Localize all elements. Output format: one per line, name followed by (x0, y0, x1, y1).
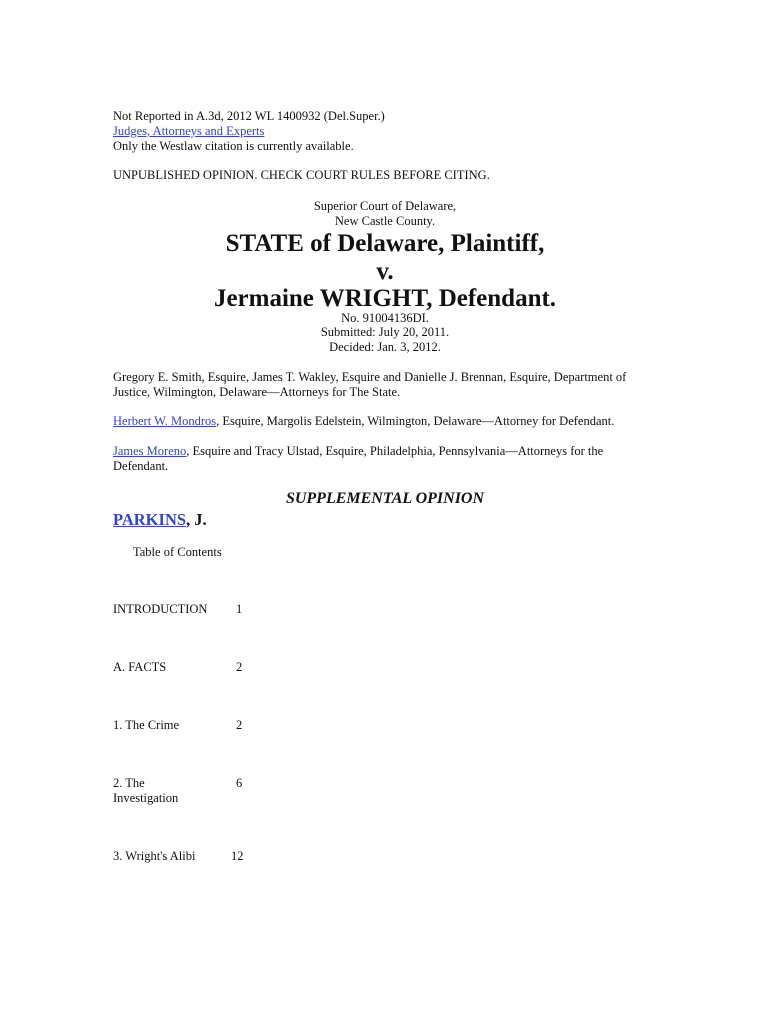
judge-parkins-link[interactable]: PARKINS (113, 510, 187, 529)
submitted-date: Submitted: July 20, 2011. (320, 325, 450, 339)
caption-versus: v. (376, 258, 394, 285)
defense-attorney-2-text: , Esquire and Tracy Ulstad, Esquire, Philadelphia, Pennsylvania—Attorneys for the (186, 444, 604, 458)
docket-number: No. 91004136DI. (341, 311, 429, 325)
state-attorneys-line2: Justice, Wilmington, Delaware—Attorneys for The State. (113, 385, 401, 399)
toc-item-crime: 1. The Crime (113, 718, 180, 732)
toc-item-facts: A. FACTS (113, 660, 167, 674)
toc-item-alibi: 3. Wright's Alibi (113, 849, 196, 863)
toc-page-facts: 2 (236, 660, 243, 674)
moreno-link[interactable]: James Moreno (113, 444, 187, 458)
defense-attorney-2-line2: Defendant. (113, 459, 169, 473)
citation-line: Not Reported in A.3d, 2012 WL 1400932 (Del.Super.) (113, 109, 385, 123)
toc-item-introduction: INTRODUCTION (113, 602, 208, 616)
mondros-link[interactable]: Herbert W. Mondros (113, 414, 217, 428)
unpublished-notice: UNPUBLISHED OPINION. CHECK COURT RULES BEFORE CITING. (113, 168, 490, 182)
court-name: Superior Court of Delaware, (313, 199, 457, 213)
toc-item-investigation-line1: 2. The (113, 776, 145, 790)
defense-attorney-1 (113, 414, 614, 429)
decided-date: Decided: Jan. 3, 2012. (329, 340, 441, 354)
toc-page-alibi: 12 (231, 849, 244, 863)
toc-title: Table of Contents (133, 545, 222, 559)
toc-page-crime: 2 (236, 718, 243, 732)
defense-attorney-1-text: , Esquire, Margolis Edelstein, Wilmington, Delaware—Attorney for Defendant. (216, 414, 615, 428)
caption-defendant: Jermaine WRIGHT, Defendant. (213, 285, 557, 312)
toc-page-investigation: 6 (236, 776, 243, 790)
defense-attorney-2 (113, 444, 603, 459)
opinion-heading: SUPPLEMENTAL OPINION (285, 490, 485, 507)
toc-item-investigation-line2: Investigation (113, 791, 179, 805)
judge-line (113, 509, 207, 531)
caption-plaintiff: STATE of Delaware, Plaintiff, (225, 230, 545, 257)
westlaw-note: Only the Westlaw citation is currently available. (113, 139, 354, 153)
judges-attorneys-link[interactable]: Judges, Attorneys and Experts (113, 124, 265, 138)
state-attorneys-line1: Gregory E. Smith, Esquire, James T. Wakley, Esquire and Danielle J. Brennan, Esquire, Department of (113, 370, 627, 384)
toc-page-introduction: 1 (236, 602, 243, 616)
judge-suffix: , J. (186, 510, 207, 529)
court-county: New Castle County. (334, 214, 436, 228)
